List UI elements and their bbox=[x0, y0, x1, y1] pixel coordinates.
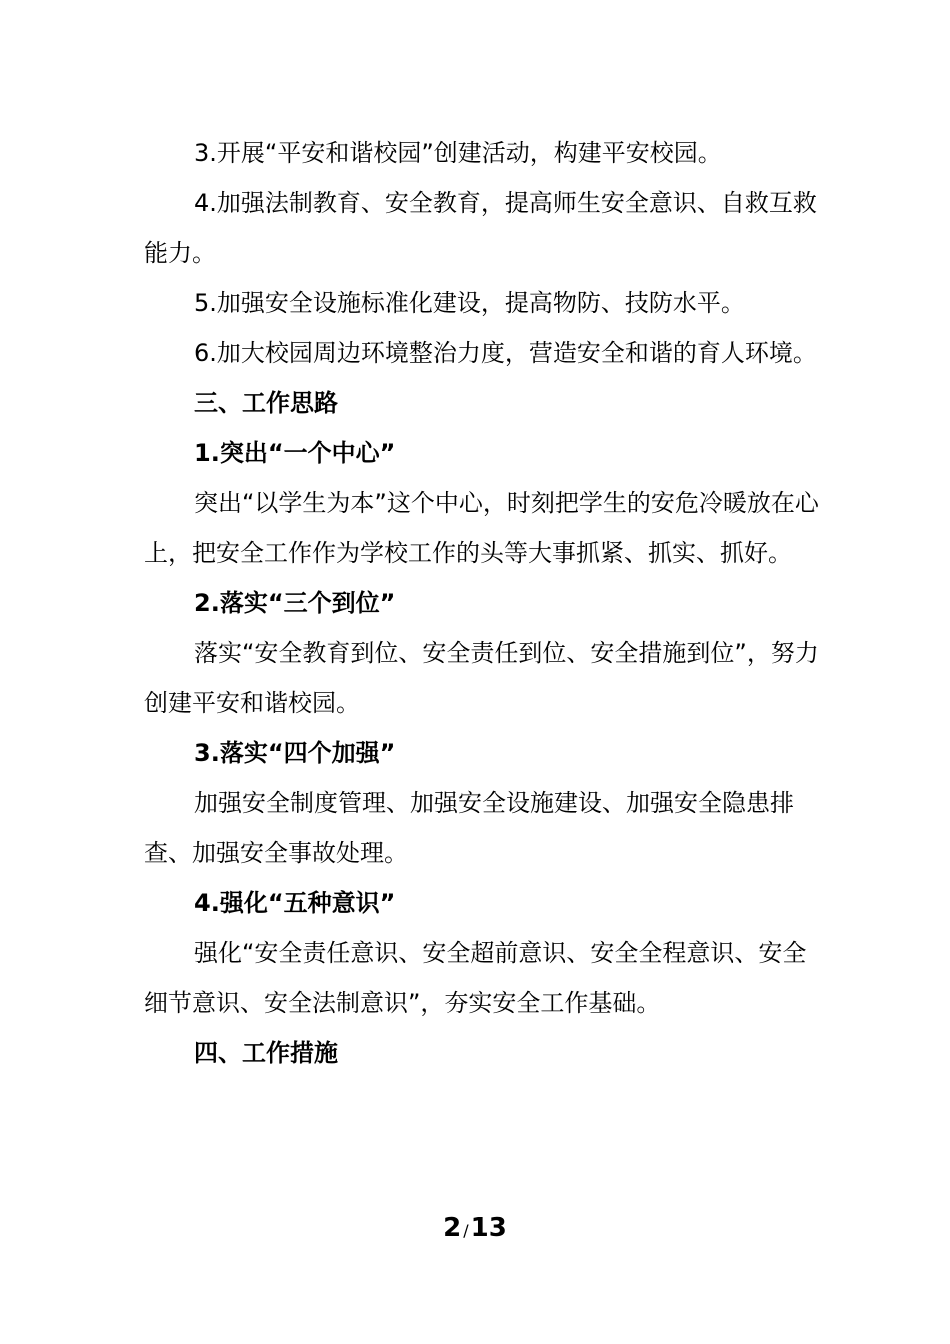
page-current: 2 bbox=[443, 1213, 462, 1243]
subheading-1: 1.突出“一个中心” bbox=[194, 439, 396, 467]
subheading-4: 4.强化“五种意识” bbox=[194, 889, 396, 917]
paragraph-body-4: 强化“安全责任意识、安全超前意识、安全全程意识、安全细节意识、安全法制意识”，夯实安全工作基础。 bbox=[144, 939, 807, 1017]
paragraph-item-6: 6.加大校园周边环境整治力度，营造安全和谐的育人环境。 bbox=[194, 339, 817, 367]
subheading-3: 3.落实“四个加强” bbox=[194, 739, 396, 767]
paragraph-body-1: 突出“以学生为本”这个中心，时刻把学生的安危冷暖放在心上，把安全工作作为学校工作的头等大事抓紧、抓实、抓好。 bbox=[144, 489, 819, 567]
paragraph-body-3: 加强安全制度管理、加强安全设施建设、加强安全隐患排查、加强安全事故处理。 bbox=[144, 789, 794, 867]
paragraph-body-2: 落实“安全教育到位、安全责任到位、安全措施到位”，努力创建平安和谐校园。 bbox=[144, 639, 819, 717]
page-number bbox=[0, 1208, 950, 1251]
section-heading-3: 三、工作思路 bbox=[194, 389, 338, 417]
page-separator: / bbox=[463, 1221, 469, 1240]
paragraph-item-3: 3.开展“平安和谐校园”创建活动，构建平安校园。 bbox=[194, 139, 722, 167]
page-total: 13 bbox=[470, 1213, 507, 1243]
document-body bbox=[144, 128, 824, 1078]
paragraph-item-4: 4.加强法制教育、安全教育，提高师生安全意识、自救互救能力。 bbox=[144, 189, 817, 267]
paragraph-item-5: 5.加强安全设施标准化建设，提高物防、技防水平。 bbox=[194, 289, 745, 317]
section-heading-4: 四、工作措施 bbox=[194, 1039, 338, 1067]
subheading-2: 2.落实“三个到位” bbox=[194, 589, 396, 617]
